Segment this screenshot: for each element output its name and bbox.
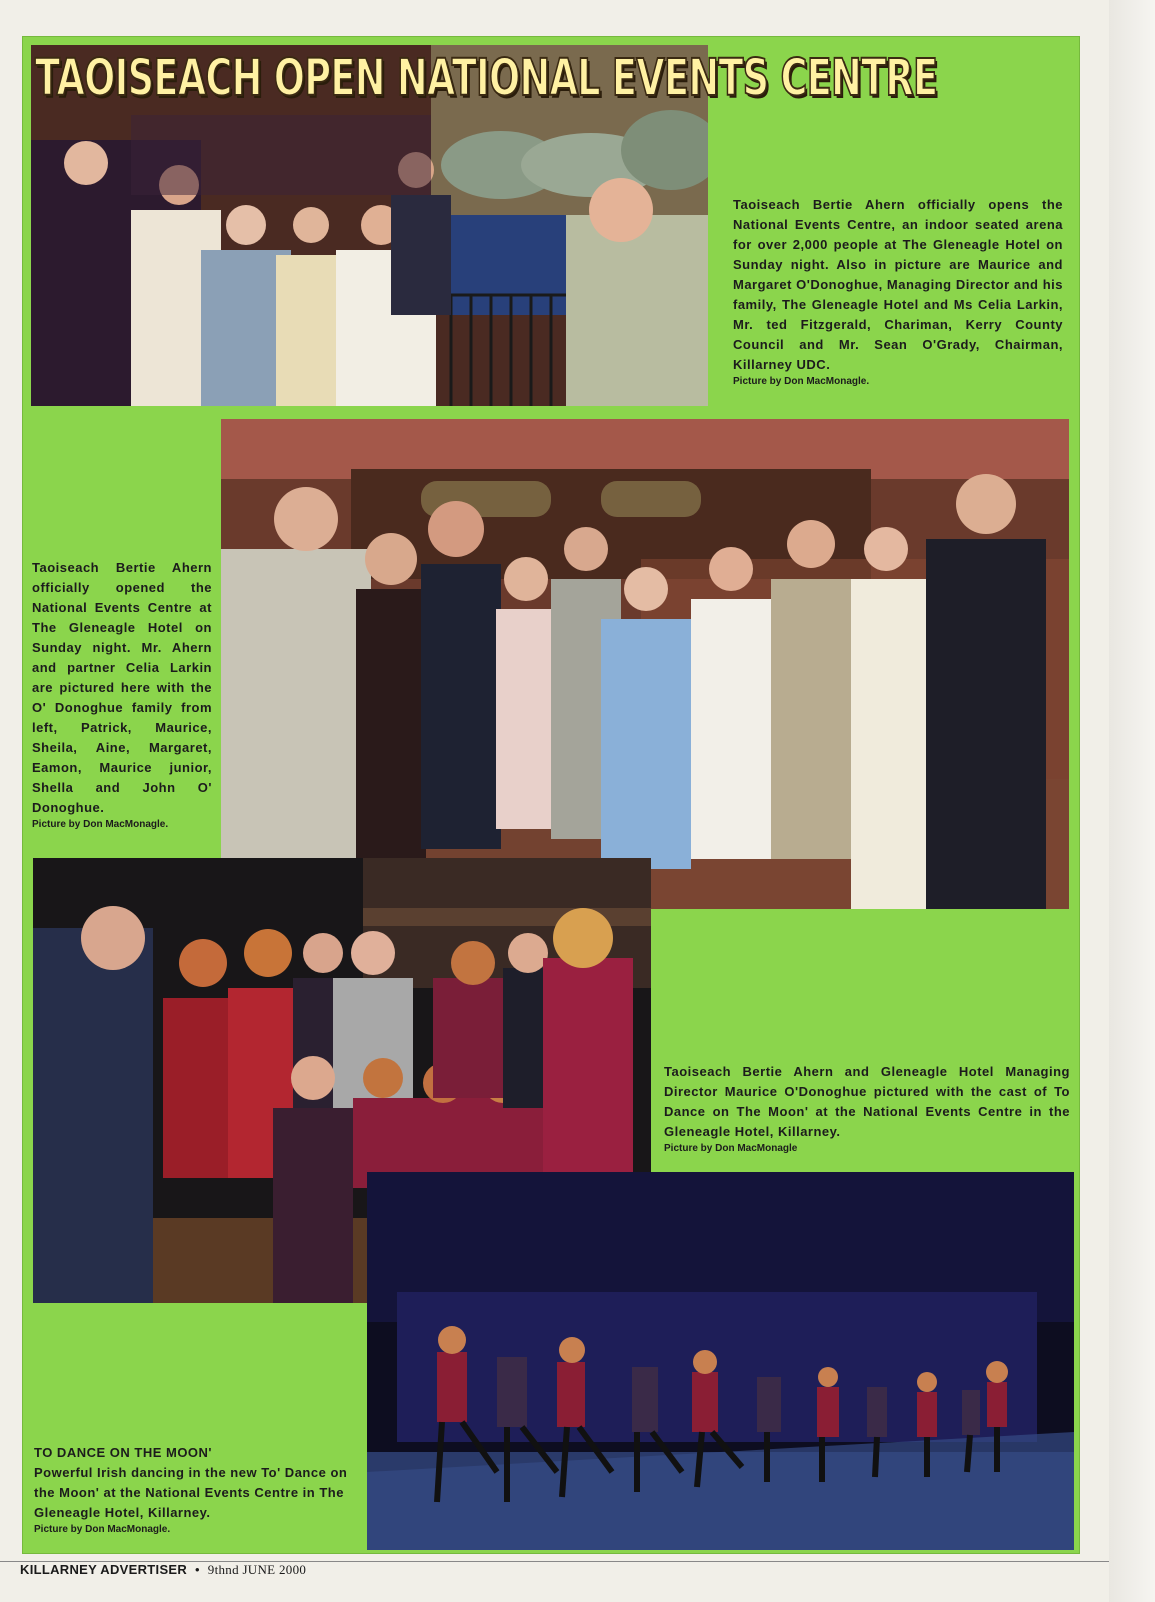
caption-text: Powerful Irish dancing in the new To' Dance on the Moon' at the National Events Centre in The Gleneagle Hotel, Killarney.: [34, 1465, 348, 1520]
photo-credit: Picture by Don MacMonagle.: [733, 376, 870, 387]
photo-dance-performance: [367, 1172, 1074, 1550]
footer-separator: •: [195, 1562, 200, 1577]
caption-title: TO DANCE ON THE MOON': [34, 1445, 213, 1460]
publication-name: KILLARNEY ADVERTISER: [20, 1562, 188, 1577]
caption-family-photo: [32, 558, 212, 831]
page-edge: [1109, 0, 1155, 1602]
photo-credit: Picture by Don MacMonagle.: [34, 1524, 171, 1535]
caption-cast-photo: [664, 1062, 1070, 1155]
caption-opening-photo: [733, 195, 1063, 388]
caption-text: Taoiseach Bertie Ahern officially opens the National Events Centre, an indoor seated arena for over 2,000 people at The Gleneagle Hotel on Sunday night. Also in picture are Maurice and Margaret O'Donoghue, Managing Director and his family, The Gleneagle Hotel and Ms Celia Larkin, Mr. ted Fitzgerald, Chariman, Kerry County Council and Mr. Sean O'Grady, Chairman, Killarney UDC.: [733, 197, 1063, 372]
photo-credit: Picture by Don MacMonagle: [664, 1143, 798, 1154]
publication-date: 9thnd JUNE 2000: [207, 1562, 307, 1577]
photo-family-portrait: [221, 419, 1069, 909]
photo-credit: Picture by Don MacMonagle.: [32, 819, 169, 830]
caption-text: Taoiseach Bertie Ahern officially opened the National Events Centre at The Gleneagle Hotel on Sunday night. Mr. Ahern and partner Celia Larkin are pictured here with the O' Donoghue family from left, Patrick, Maurice, Sheila, Aine, Margaret, Eamon, Maurice junior, Shella and John O' Donoghue.: [32, 560, 212, 815]
caption-performance-photo: [34, 1443, 364, 1536]
footer: [20, 1562, 306, 1578]
caption-text: Taoiseach Bertie Ahern and Gleneagle Hotel Managing Director Maurice O'Donoghue pictured with the cast of To Dance on The Moon' at the National Events Centre in the Gleneagle Hotel, Killarney.: [664, 1064, 1070, 1139]
headline: TAOISEACH OPEN NATIONAL EVENTS CENTRE: [35, 49, 938, 108]
